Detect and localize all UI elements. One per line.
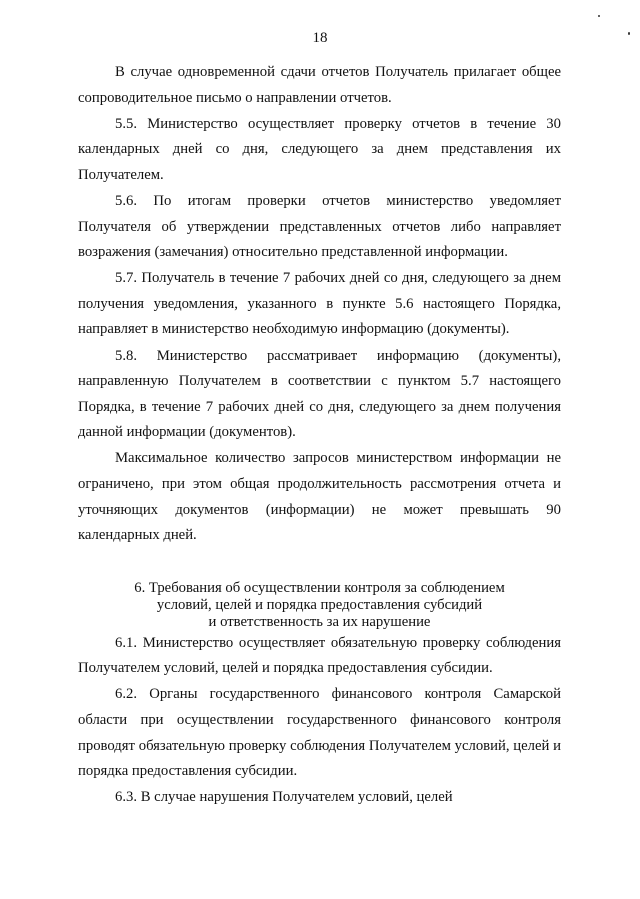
paragraph-6-1: 6.1. Министерство осуществляет обязательную проверку соблюдения Получателем условий, целей и порядка предоставления субсидии. [78,634,561,677]
scan-speck [628,32,630,35]
paragraph-5-7: 5.7. Получатель в течение 7 рабочих дней со дня, следующего за днем получения уведомления, указанного в пункте 5.6 настоящего Порядка, направляет в министерство необходимую информацию (документы). [78,270,561,338]
paragraph-joint-reports: В случае одновременной сдачи отчетов Получатель прилагает общее сопроводительное письмо о направлении отчетов. [78,64,561,106]
paragraph-5-5: 5.5. Министерство осуществляет проверку отчетов в течение 30 календарных дней со дня, следующего за днем представления их Получателем. [78,115,561,183]
paragraph-max-requests: Максимальное количество запросов министерством информации не ограничено, при этом общая продолжительность рассмотрения отчета и уточняющих документов (информации) не может превышать 90 календарных дней. [78,450,561,544]
page-number: 18 [312,30,328,46]
document-body [78,60,561,811]
paragraph-5-8: 5.8. Министерство рассматривает информацию (документы), направленную Получателем в соответствии с пунктом 5.7 настоящего Порядка, в течение 7 рабочих дней со дня, следующего за днем получения данной информации (документов). [78,347,561,441]
paragraph-5-6: 5.6. По итогам проверки отчетов министерство уведомляет Получателя об утверждении представленных отчетов либо направляет возражения (замечания) относительно представленной информации. [78,192,561,261]
paragraph-6-3: 6.3. В случае нарушения Получателем условий, целей [115,789,453,806]
section-6-heading-line: и ответственность за их нарушение [208,613,431,630]
paragraph-6-2: 6.2. Органы государственного финансового контроля Самарской области при осуществлении государственного финансового контроля проводят обязательную проверку соблюдения Получателем условий, целей и порядка предоставления субсидии. [78,686,561,780]
section-6-heading-line: 6. Требования об осуществлении контроля за соблюдением [134,579,505,596]
section-6-heading [78,580,561,631]
section-6-heading-line: условий, целей и порядка предоставления субсидий [156,596,483,613]
scan-speck [598,15,600,17]
